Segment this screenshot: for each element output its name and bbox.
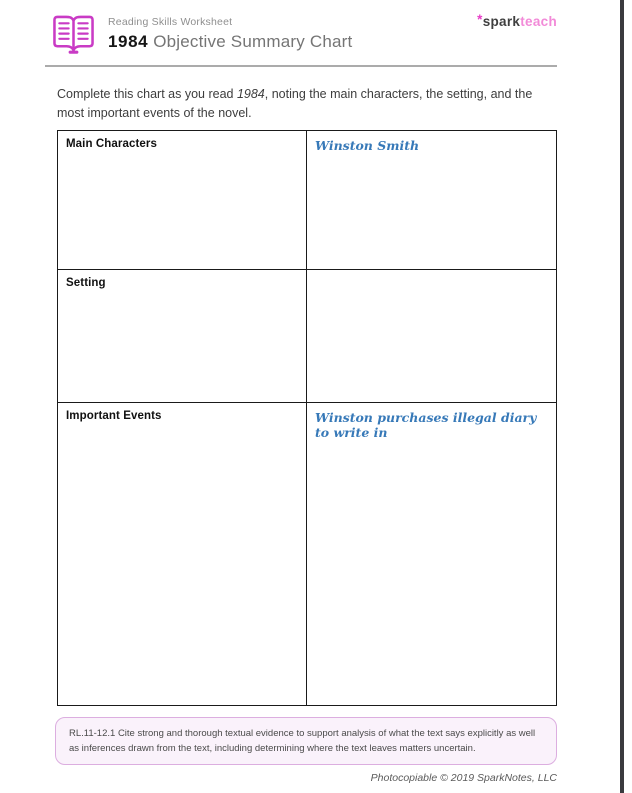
row-entry-cell: Winston purchases illegal diary to write in <box>315 409 537 440</box>
summary-chart-table <box>57 130 557 706</box>
worksheet-type-label: Reading Skills Worksheet <box>108 16 233 28</box>
standards-note: RL.11-12.1 Cite strong and thorough textual evidence to support analysis of what the text says explicitly as well as inferences drawn from the text, including determining where the text leaves matters uncertain. <box>55 717 557 765</box>
logo-asterisk-icon: * <box>477 12 483 27</box>
row-label-cell: Important Events <box>58 403 307 705</box>
row-label-cell: Setting <box>58 270 307 402</box>
logo-spark-text: spark <box>482 14 521 29</box>
table-row-main-characters <box>58 131 556 269</box>
sparkteach-logo <box>477 14 557 29</box>
header-divider <box>45 65 557 67</box>
instructions-post: , noting the main characters, the setting, and the most important events of the novel. <box>57 87 533 121</box>
copyright-text: Photocopiable © 2019 SparkNotes, LLC <box>370 772 557 785</box>
row-entry-cell: Winston Smith <box>315 137 420 153</box>
worksheet-header <box>50 14 557 56</box>
page-title-rest: Objective Summary Chart <box>153 32 353 51</box>
page-content <box>45 0 557 784</box>
instructions-book-title: 1984 <box>236 87 265 101</box>
instructions-text <box>57 85 547 124</box>
open-book-icon <box>50 14 97 55</box>
page-title-book: 1984 <box>108 32 149 51</box>
logo-teach-text: teach <box>520 14 557 29</box>
page-edge-shadow <box>620 0 624 793</box>
table-row-setting <box>58 269 556 402</box>
table-row-important-events <box>58 402 556 705</box>
row-entry-cell <box>307 270 556 402</box>
header-text <box>108 14 352 52</box>
instructions-pre: Complete this chart as you read <box>57 87 237 101</box>
row-label-cell: Main Characters <box>58 131 307 269</box>
page-title <box>108 32 352 52</box>
